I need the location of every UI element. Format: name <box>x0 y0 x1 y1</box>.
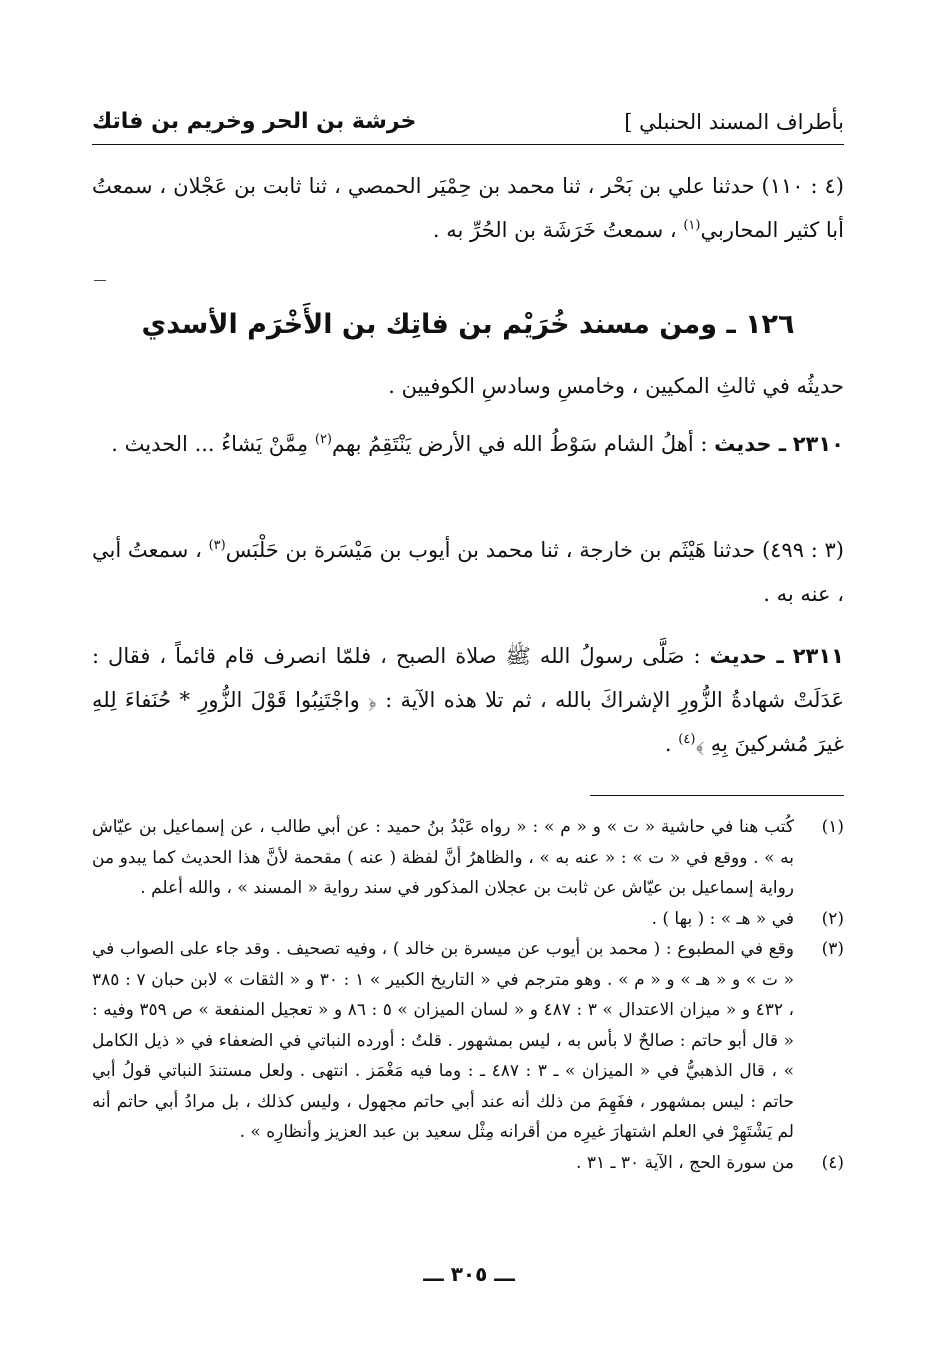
footnote-number: (٢) <box>821 908 844 929</box>
hadith-label: ـ حديث <box>714 432 787 456</box>
chain-text-tail: ، سمعتُ خَرَشَة بن الحُرِّ به . <box>432 218 677 242</box>
footnote-number: (٤) <box>821 1152 844 1173</box>
book-title: بأطراف المسند الحنبلي ] <box>624 110 844 134</box>
footnotes <box>92 812 844 1178</box>
hadith-2310 <box>92 422 844 466</box>
header-rule <box>92 144 844 145</box>
footnote-text: كُتب هنا في حاشية « ت » و « م » : « رواه عَبْدُ بنُ حميد : عن أبي طالب ، عن إسماعيل بن عيّاش به » . ووقع في « ت » : « عنه به » ، والظاهرُ أنَّ لفظة ( عنه ) مقحمة لأنَّ هذا الحديث كما يبدو من رواية إسماعيل بن عيّاش عن ثابت بن عجلان المذكور في سند رواية « المسند » ، والله أعلم . <box>92 817 794 898</box>
footnote-item <box>92 812 844 904</box>
small-dash <box>94 280 106 281</box>
footnote-item <box>92 1148 844 1179</box>
hadith-text-tail: مِمَّنْ يَشاءُ ... الحديث . <box>111 432 309 456</box>
hadith-number: ٢٣١١ <box>792 644 844 668</box>
page-number: ـــ ٣٠٥ ـــ <box>423 1262 515 1286</box>
footnote-separator <box>590 795 844 796</box>
footnote-text: في « هـ » : ( بها ) . <box>651 908 794 929</box>
footnote-item <box>92 934 844 1148</box>
footnote-ref: (١) <box>683 218 701 233</box>
intro-line: حديثُه في ثالثِ المكيين ، وخامسِ وسادسِ الكوفيين . <box>388 374 844 398</box>
running-header <box>92 98 844 134</box>
chain-text: (٤ : ١١٠) حدثنا علي بن بَحْر ، ثنا محمد بن حِمْيَر الحمصي ، ثنا ثابت بن عَجْلان ، سمعتُ أبا كثير المحاربي <box>92 174 844 242</box>
footnote-number: (١) <box>821 817 844 837</box>
footnote-ref: (٢) <box>314 432 332 447</box>
section-running-title: خرشة بن الحر وخريم بن فاتك <box>92 109 417 134</box>
hadith-number: ٢٣١٠ <box>792 432 844 456</box>
footnote-number: (٣) <box>821 939 844 959</box>
hadith-text-tail: . <box>664 732 672 756</box>
chain-text: (٣ : ٤٩٩) حدثنا هَيْثَم بن خارجة ، ثنا محمد بن أيوب بن مَيْسَرة بن حَلْبَس <box>225 538 844 562</box>
footnote-ref: (٤) <box>678 732 696 747</box>
section-heading: ١٢٦ ـ ومن مسند خُرَيْم بن فاتِك بن الأَخْرَم الأسدي <box>141 309 795 340</box>
hadith-text: : أهلُ الشام سَوْطُ الله في الأرض يَنْتَقِمُ بهم <box>332 432 708 456</box>
hadith-2311 <box>92 634 844 766</box>
footnote-ref: (٣) <box>208 538 226 553</box>
chain-paragraph-2 <box>92 528 844 616</box>
footnote-text: من سورة الحج ، الآية ٣٠ ـ ٣١ . <box>576 1152 794 1173</box>
chain-text-tail: ، سمعتُ أبي ، عنه به . <box>92 538 844 606</box>
footnote-text: وقع في المطبوع : ( محمد بن أيوب عن ميسرة بن خالد ) ، وفيه تصحيف . وقد جاء على الصواب في « ت » و « هـ » و « م » . وهو مترجم في « التاريخ الكبير » ١ : ٣٠ و « الثقات » لابن حبان ٧ : ٣٨٥ ، ٤٣٢ و « ميزان الاعتدال » ٣ : ٤٨٧ و « لسان الميزان » ٥ : ٨٦ و « تعجيل المنفعة » ص ٣٥٩ وفيه : « قال أبو حاتم : صالحٌ لا بأس به ، ليس بمشهور . قلتُ : أورده النباتي في الضعفاء في « ذيل الكامل » ، قال الذهبيُّ في « الميزان » ـ ٣ : ٤٨٧ ـ : وما فيه مَغْمَز . انتهى . ولعل مستندَ النباتي قولُ أبي حاتم : ليس بمشهور ، ففَهِمَ من ذلك أنه عند أبي حاتم مجهول ، وليس كذلك ، بل مرادُ أبي حاتم أنه لم يَشْتَهِرْ في العلم اشتهارَ غيرِه من أقرانه مِثْل سعيد بن عبد العزيز وأنظارِه » . <box>92 939 794 1142</box>
hadith-label: ـ حديث <box>709 644 784 668</box>
chain-paragraph-1 <box>92 164 844 252</box>
footnote-item <box>92 904 844 935</box>
hadith-text: : صَلَّى رسولُ الله ﷺ صلاة الصبح ، فلمّا انصرف قام قائماً ، فقال : عَدَلَتْ شهادةُ الزُّورِ الإشراكَ بالله ، ثم تلا هذه الآية : ﴿ واجْتَنِبُوا قَوْلَ الزُّورِ * حُنَفاءَ لِلهِ غيرَ مُشركينَ بِهِ ﴾ <box>92 644 844 756</box>
